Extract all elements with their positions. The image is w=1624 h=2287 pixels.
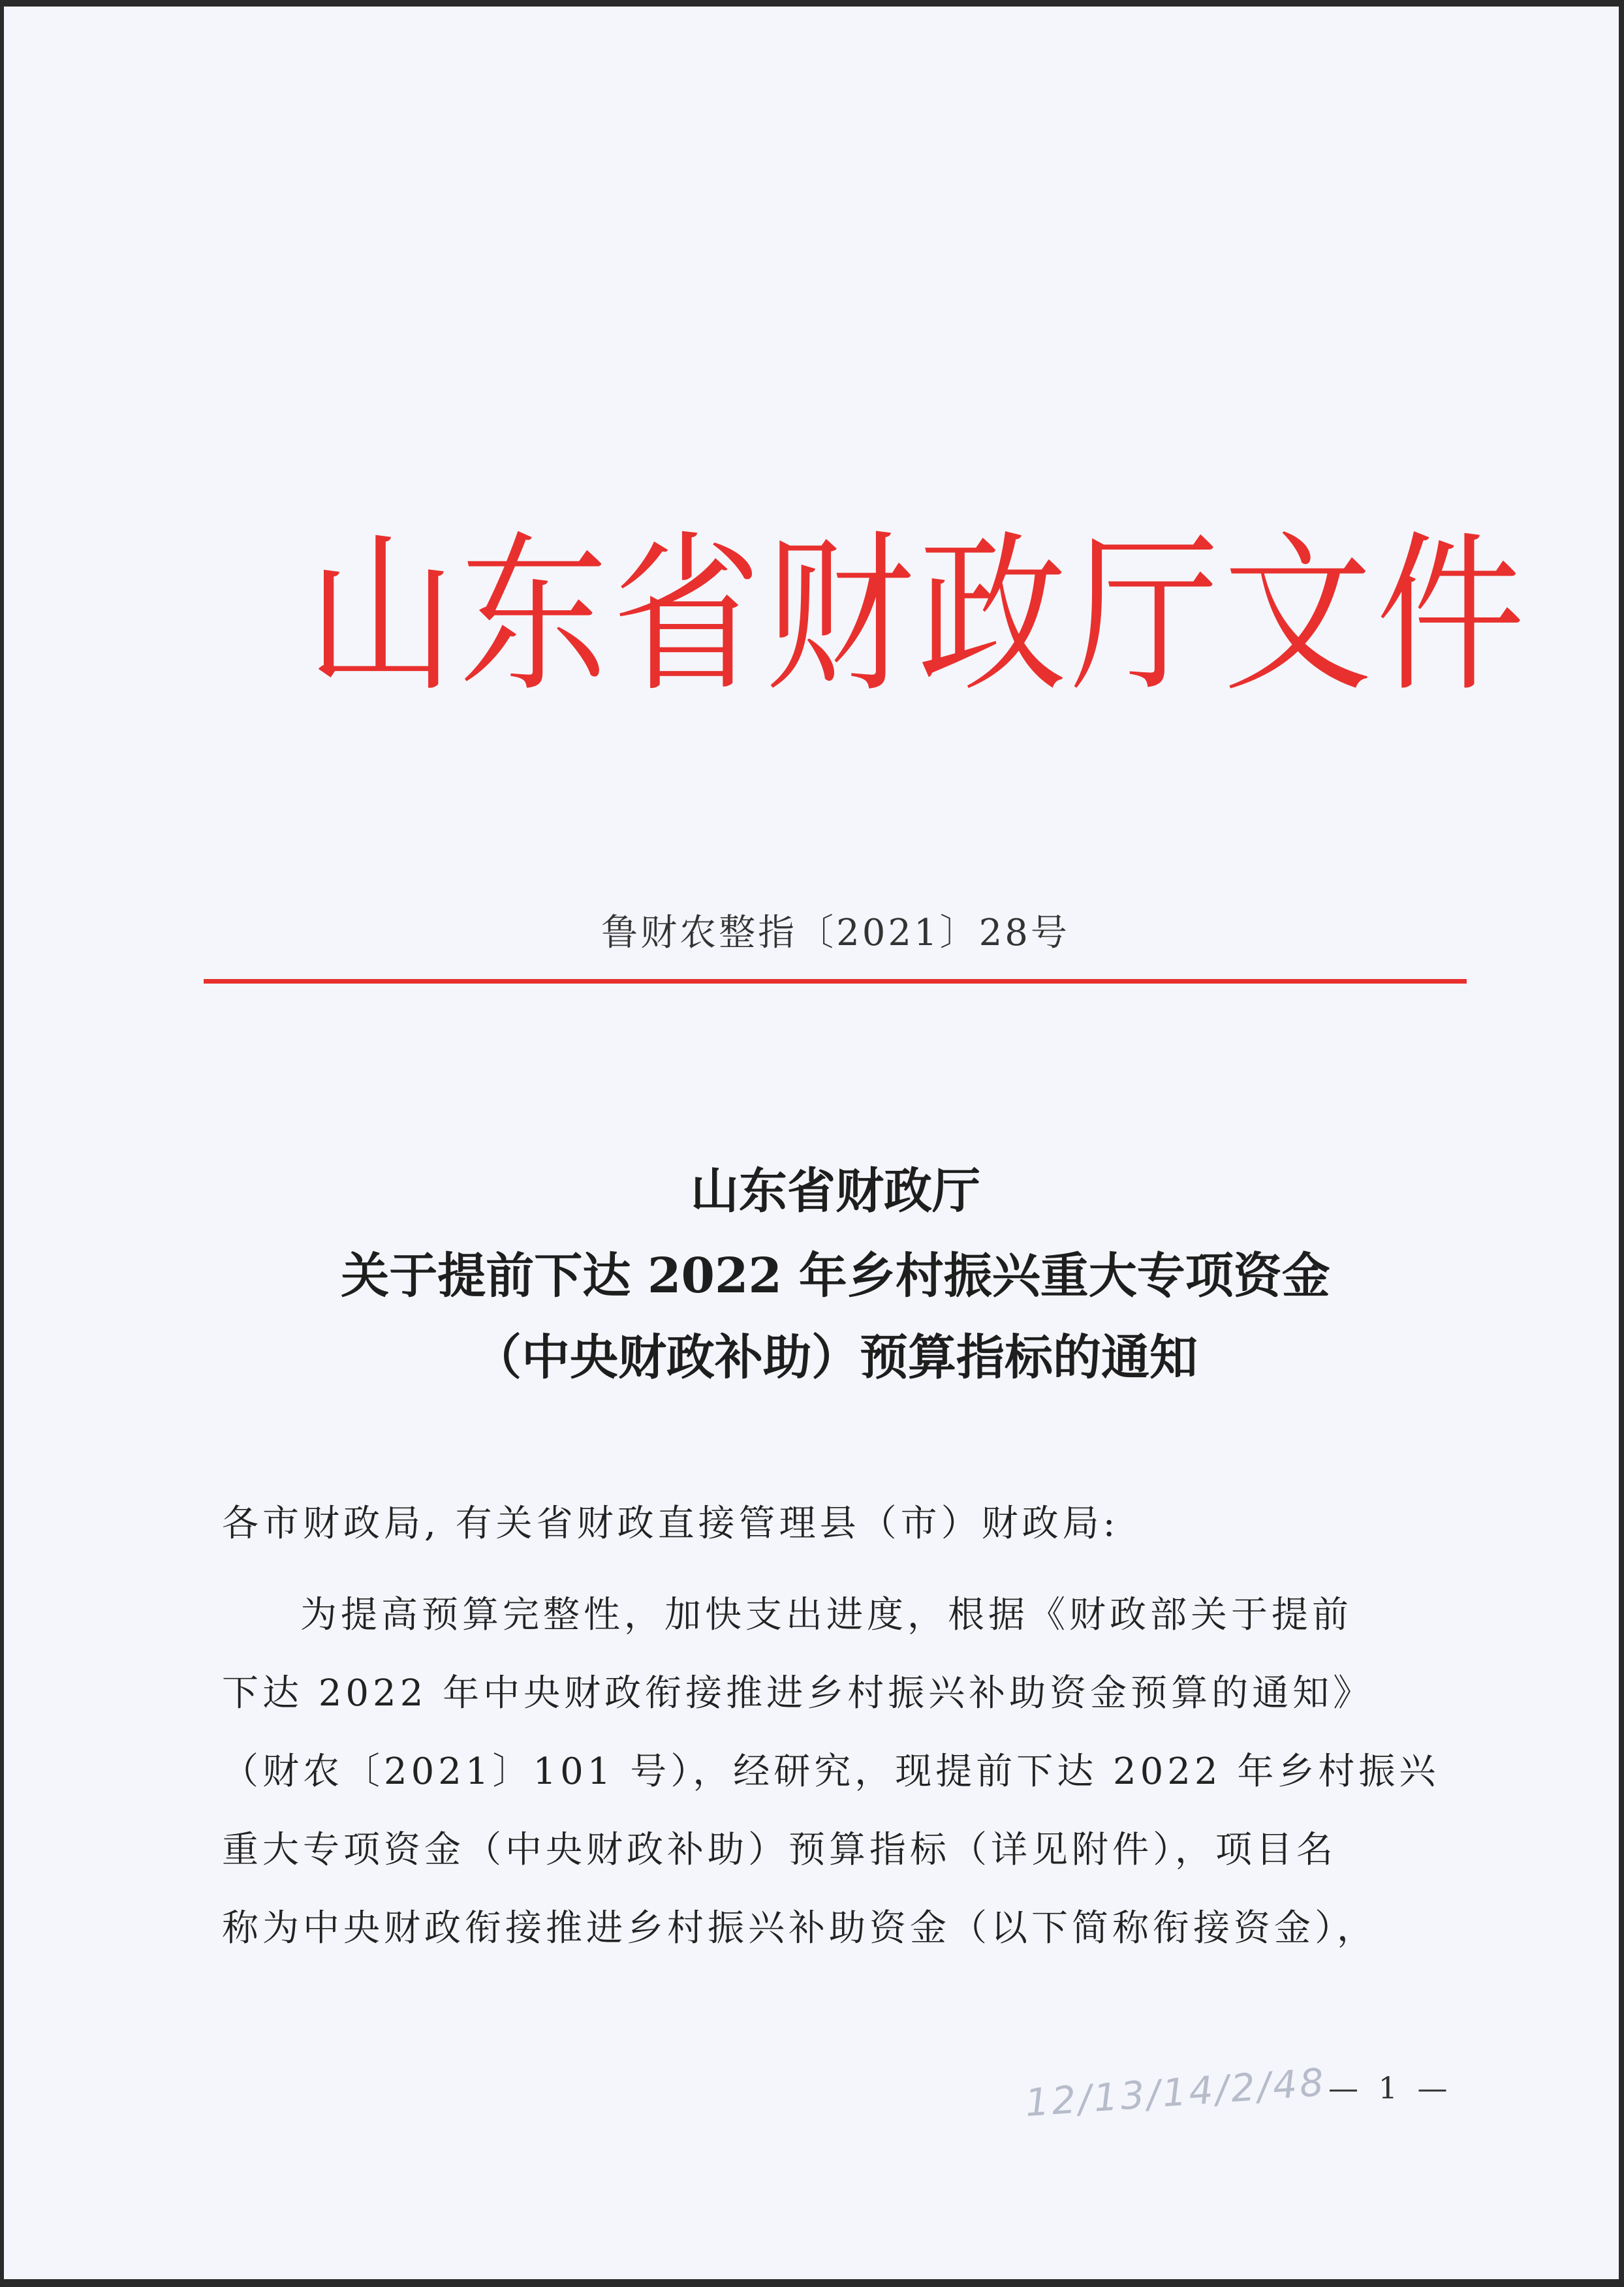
document-number: 鲁财农整指〔2021〕28号 <box>601 912 1070 954</box>
page-number: — 1 — <box>1328 2070 1453 2106</box>
salutation: 各市财政局, 有关省财政直接管理县（市）财政局: <box>222 1502 1119 1545</box>
body-line: 为提高预算完整性，加快支出进度，根据《财政部关于提前 <box>300 1594 1352 1636</box>
red-divider-line <box>204 979 1467 984</box>
issuer-title: 山东省财政厅文件 <box>307 515 1529 715</box>
scan-edge-left <box>0 0 4 2287</box>
body-line: 称为中央财政衔接推进乡村振兴补助资金（以下简称衔接资金）， <box>222 1907 1377 1950</box>
scan-edge-right <box>1619 0 1624 2287</box>
body-line: （财农〔2021〕101 号），经研究，现提前下达 2022 年乡村振兴 <box>222 1750 1440 1793</box>
scan-edge-top <box>0 0 1624 7</box>
notice-title-line-1: 山东省财政厅 <box>691 1163 980 1219</box>
notice-title-line-3: （中央财政补助）预算指标的通知 <box>473 1330 1198 1386</box>
scan-edge-bottom <box>0 2279 1624 2287</box>
body-line: 下达 2022 年中央财政衔接推进乡村振兴补助资金预算的通知》 <box>222 1672 1374 1715</box>
handwritten-annotation: 12/13/14/2/48 <box>1023 2059 1328 2126</box>
body-line: 重大专项资金（中央财政补助）预算指标（详见附件），项目名 <box>222 1829 1337 1871</box>
notice-title-line-2: 关于提前下达 2022 年乡村振兴重大专项资金 <box>341 1248 1330 1304</box>
